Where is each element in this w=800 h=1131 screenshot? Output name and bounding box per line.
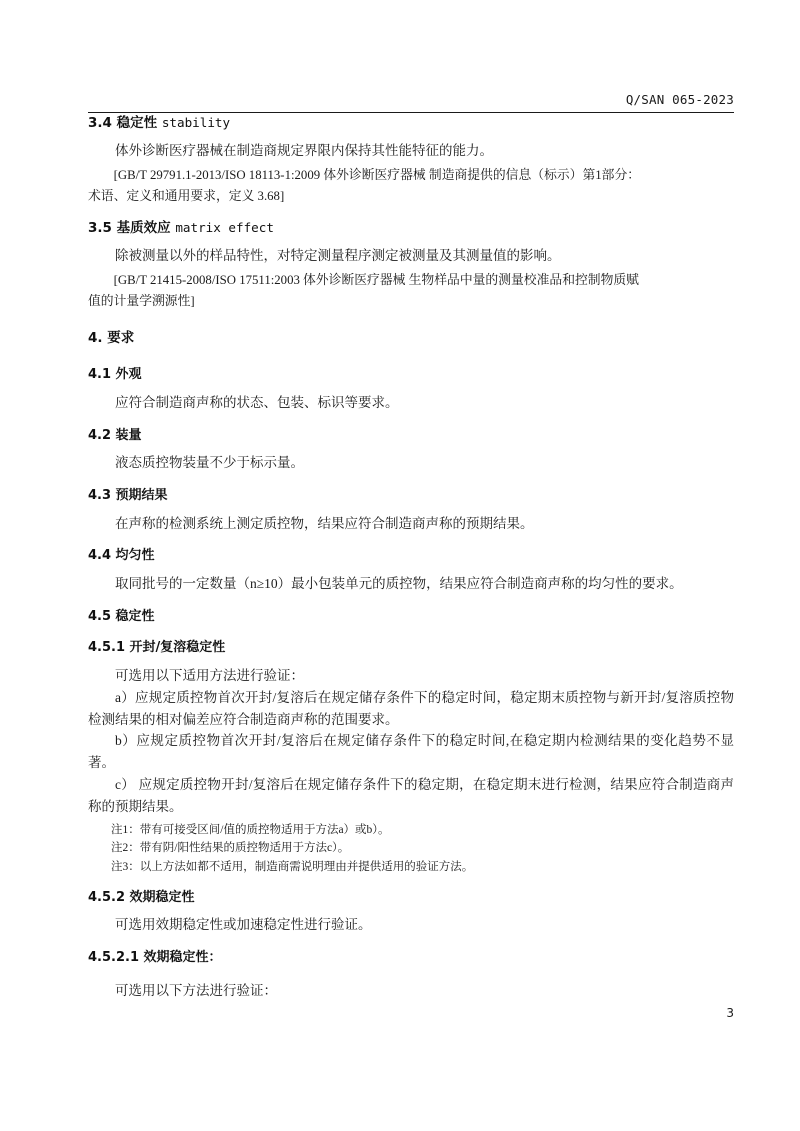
reference-3-4-line2: 术语、定义和通用要求，定义 3.68]: [88, 188, 285, 203]
heading-3-4-en: stability: [161, 115, 231, 130]
reference-3-5-line2: 值的计量学溯源性]: [88, 293, 195, 308]
paragraph-4-5-1-c: c） 应规定质控物开封/复溶后在规定储存条件下的稳定期，在稳定期末进行检测，结果应符合制造商声称的预期结果。: [88, 777, 734, 814]
heading-3-4: [88, 113, 734, 133]
heading-4-2: 4.2 装量: [88, 427, 142, 443]
heading-4: 4. 要求: [88, 330, 135, 347]
paragraph-4-4-1: 取同批号的一定数量（n≥10）最小包装单元的质控物，结果应符合制造商声称的均匀性的要求。: [115, 575, 683, 591]
note-4-5-1-2: 注2：带有阴/阳性结果的质控物适用于方法c）。: [111, 842, 350, 855]
paragraph-3-5-1: 除被测量以外的样品特性，对特定测量程序测定被测量及其测量值的影响。: [115, 248, 561, 264]
heading-3-5: [88, 218, 734, 238]
page-content: [88, 0, 734, 1131]
reference-3-5-line1: [GB/T 21415-2008/ISO 17511:2003 体外诊断医疗器械 生物样品中量的测量校准品和控制物质赋: [113, 273, 639, 288]
note-4-5-1-1: 注1：带有可接受区间/值的质控物适用于方法a）或b）。: [111, 823, 390, 836]
paragraph-4-2-1: 液态质控物装量不少于标示量。: [115, 455, 304, 471]
heading-4-3: 4.3 预期结果: [88, 488, 168, 504]
paragraph-4-5-1-a: a）应规定质控物首次开封/复溶后在规定储存条件下的稳定时间，稳定期末质控物与新开封/复溶质控物检测结果的相对偏差应符合制造商声称的范围要求。: [88, 689, 734, 727]
document-body: [88, 113, 734, 1002]
heading-3-5-cn: 3.5 基质效应: [88, 220, 171, 237]
heading-4-5: 4.5 稳定性: [88, 608, 155, 624]
paragraph-4-5-1-intro: 可选用以下适用方法进行验证：: [115, 667, 304, 683]
page-number: 3: [726, 1006, 734, 1020]
heading-3-5-en: matrix effect: [175, 220, 274, 236]
paragraph-4-1-1: 应符合制造商声称的状态、包装、标识等要求。: [115, 394, 399, 410]
heading-4-5-2: 4.5.2 效期稳定性: [88, 889, 195, 905]
heading-4-5-1: 4.5.1 开封/复溶稳定性: [88, 640, 226, 656]
paragraph-4-5-1-b: b）应规定质控物首次开封/复溶后在规定储存条件下的稳定时间,在稳定期内检测结果的变化趋势不显著。: [88, 733, 734, 771]
paragraph-4-5-2-1: 可选用效期稳定性或加速稳定性进行验证。: [115, 917, 372, 933]
heading-4-5-2-1: 4.5.2.1 效期稳定性：: [88, 950, 222, 966]
page-header-code: Q/SAN 065-2023: [625, 92, 734, 107]
heading-3-4-cn: 3.4 稳定性: [88, 115, 158, 131]
paragraph-4-5-2-1-intro: 可选用以下方法进行验证：: [115, 982, 277, 998]
paragraph-3-4-1: 体外诊断医疗器械在制造商规定界限内保持其性能特征的能力。: [115, 143, 493, 159]
heading-4-1: 4.1 外观: [88, 367, 142, 383]
heading-4-4: 4.4 均匀性: [88, 548, 155, 564]
paragraph-4-3-1: 在声称的检测系统上测定质控物，结果应符合制造商声称的预期结果。: [115, 515, 534, 531]
note-4-5-1-3: 注3：以上方法如都不适用，制造商需说明理由并提供适用的验证方法。: [111, 860, 474, 873]
reference-3-4-line1: [GB/T 29791.1-2013/ISO 18113-1:2009 体外诊断医疗器械 制造商提供的信息（标示）第1部分：: [113, 168, 641, 183]
